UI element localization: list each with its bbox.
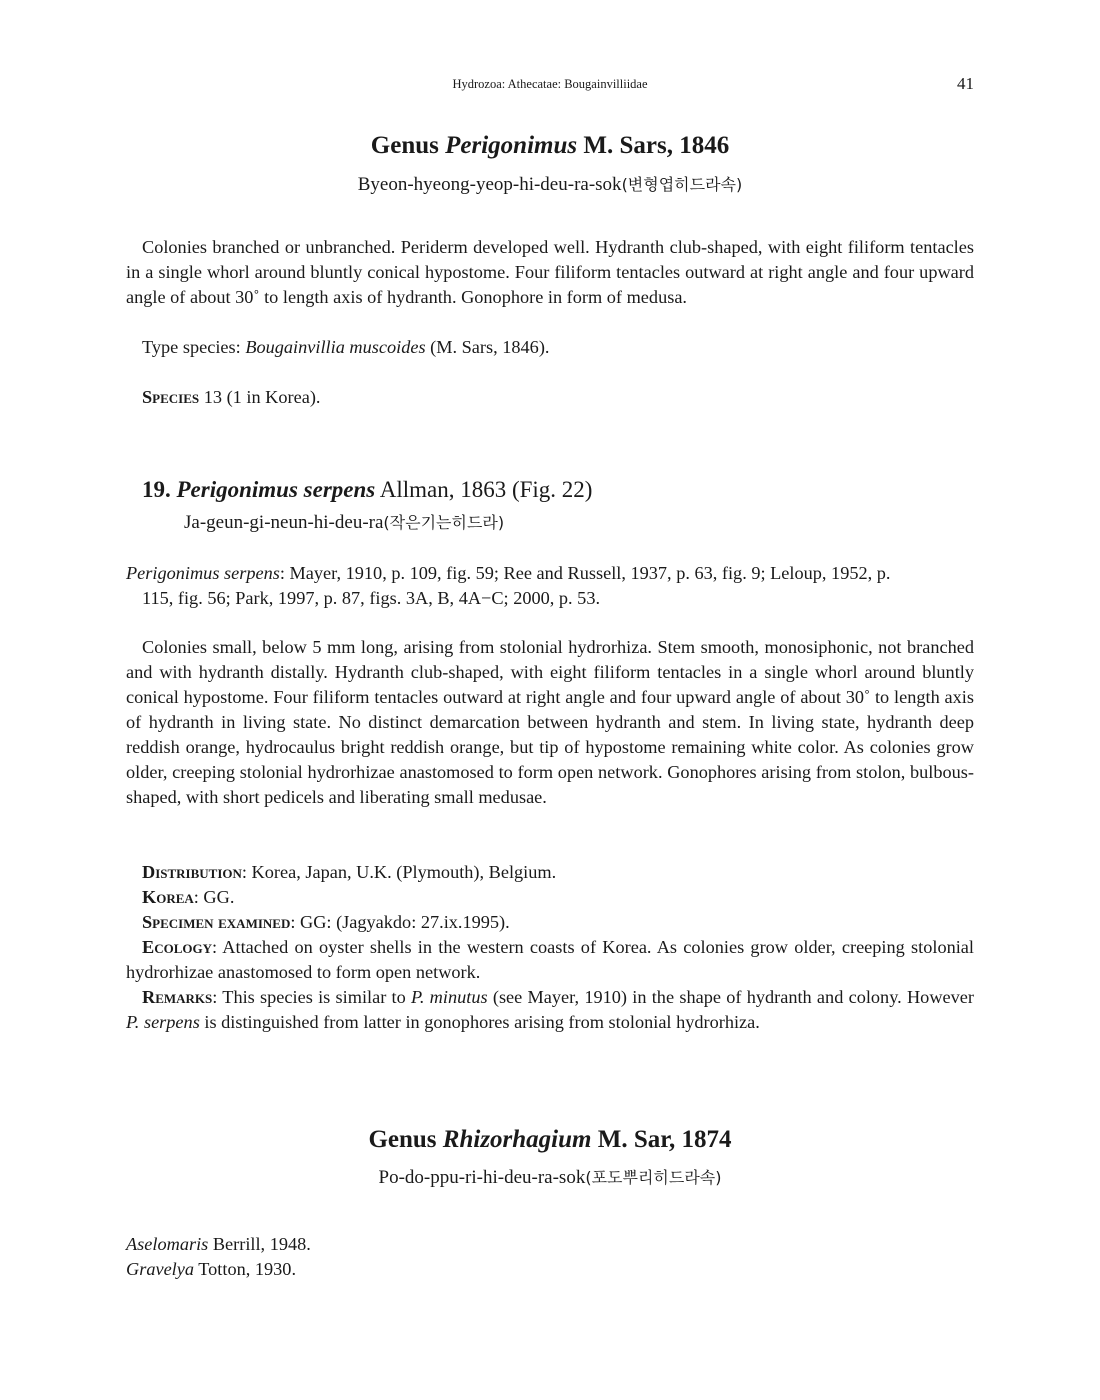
genus-author: M. Sars, 1846 — [583, 132, 730, 159]
korea-locality — [142, 885, 234, 910]
remarks-text: : This species is similar to — [212, 987, 412, 1007]
running-head: Hydrozoa: Athecatae: Bougainvilliidae — [452, 77, 648, 91]
distribution-label: Distribution — [142, 862, 242, 882]
genus-label: Genus — [368, 1126, 437, 1153]
remarks — [126, 985, 974, 1035]
synonym-author: Totton, 1930. — [194, 1259, 297, 1279]
species-count — [142, 385, 320, 410]
species-name: Perigonimus serpens — [176, 477, 376, 502]
species-description: Colonies small, below 5 mm long, arising from stolonial hydrorhiza. Stem smooth, monosiphonic, not branched and with hydranth distally. Hydranth club-shaped, with eight filiform tentacles in a single whorl around bluntly conical hypostome. Four filiform tentacles outward at right angle and four upward angle of about 30˚ to length axis of hydranth in living state. No distinct demarcation between hydranth and stem. In living state, hydranth deep reddish orange, hydrocaulus bright reddish orange, but tip of hypostome remaining white color. As colonies grow older, creeping stolonial hydrorhizae anastomosed to form open network. Gonophores arising from stolon, bulbous-shaped, with short pedicels and liberating small medusae. — [126, 637, 974, 807]
genus-title-rhizorhagium — [126, 1126, 974, 1154]
distribution — [142, 860, 556, 885]
synonym-name: Perigonimus serpens — [126, 563, 280, 583]
remarks-species-ref: P. serpens — [126, 1012, 200, 1032]
species-title — [142, 477, 592, 503]
genus-title-perigonimus — [126, 132, 974, 160]
specimen-examined — [142, 910, 510, 935]
remarks-species-ref: P. minutus — [411, 987, 488, 1007]
ecology — [126, 935, 974, 985]
species-count-value: 13 (1 in Korea). — [203, 387, 321, 407]
synonym-name: Aselomaris — [126, 1234, 209, 1254]
ecology-label: Ecology — [142, 937, 212, 957]
korean-romanization: Ja-geun-gi-neun-hi-deu-ra — [184, 512, 384, 533]
genus-korean-name — [126, 1165, 974, 1189]
type-species — [142, 335, 549, 360]
korean-hangul: (변형엽히드라속) — [621, 175, 743, 194]
distribution-value: : Korea, Japan, U.K. (Plymouth), Belgium. — [241, 862, 557, 882]
genus-synonym-1 — [126, 1232, 311, 1257]
specimen-label: Specimen examined — [142, 912, 291, 932]
ecology-value: : Attached on oyster shells in the western coasts of Korea. As colonies grow older, creeping stolonial hydrorhizae anastomosed to form open network. — [126, 937, 974, 982]
genus-korean-name — [126, 172, 974, 196]
synonymy-line-2: 115, fig. 56; Park, 1997, p. 87, figs. 3A, B, 4A−C; 2000, p. 53. — [142, 588, 601, 608]
korea-value: : GG. — [193, 887, 235, 907]
species-korean-name — [184, 510, 504, 534]
remarks-text: is distinguished from latter in gonophores arising from stolonial hydrorhiza. — [199, 1012, 760, 1032]
genus-name: Perigonimus — [445, 132, 578, 159]
species-author: Allman, 1863 (Fig. 22) — [379, 477, 593, 502]
remarks-label: Remarks — [142, 987, 213, 1007]
synonymy-line-1 — [126, 561, 890, 586]
synonym-refs: : Mayer, 1910, p. 109, fig. 59; Ree and Russell, 1937, p. 63, fig. 9; Leloup, 1952, p. — [279, 563, 891, 583]
type-species-label: Type species: — [142, 337, 241, 357]
korea-label: Korea — [142, 887, 194, 907]
genus-synonym-2 — [126, 1257, 296, 1282]
korean-hangul: (포도뿌리히드라속) — [585, 1168, 722, 1187]
genus-name: Rhizorhagium — [442, 1126, 592, 1153]
korean-romanization: Po-do-ppu-ri-hi-deu-ra-sok — [378, 1167, 586, 1188]
species-number: 19. — [142, 477, 171, 502]
synonym-author: Berrill, 1948. — [208, 1234, 311, 1254]
document-page — [126, 0, 974, 1400]
specimen-value: : GG: (Jagyakdo: 27.ix.1995). — [290, 912, 510, 932]
type-species-author: (M. Sars, 1846). — [430, 337, 550, 357]
type-species-name: Bougainvillia muscoides — [245, 337, 426, 357]
genus-author: M. Sar, 1874 — [597, 1126, 732, 1153]
species-count-label: Species — [142, 387, 200, 407]
korean-romanization: Byeon-hyeong-yeop-hi-deu-ra-sok — [357, 174, 622, 195]
remarks-text: (see Mayer, 1910) in the shape of hydranth and colony. However — [487, 987, 974, 1007]
genus-description: Colonies branched or unbranched. Periderm developed well. Hydranth club-shaped, with eight filiform tentacles in a single whorl around bluntly conical hypostome. Four filiform tentacles outward at right angle and four upward angle of about 30˚ to length axis of hydranth. Gonophore in form of medusa. — [126, 237, 974, 307]
genus-label: Genus — [370, 132, 439, 159]
page-number: 41 — [957, 74, 974, 93]
korean-hangul: (작은기는히드라) — [383, 513, 505, 532]
synonym-name: Gravelya — [126, 1259, 195, 1279]
